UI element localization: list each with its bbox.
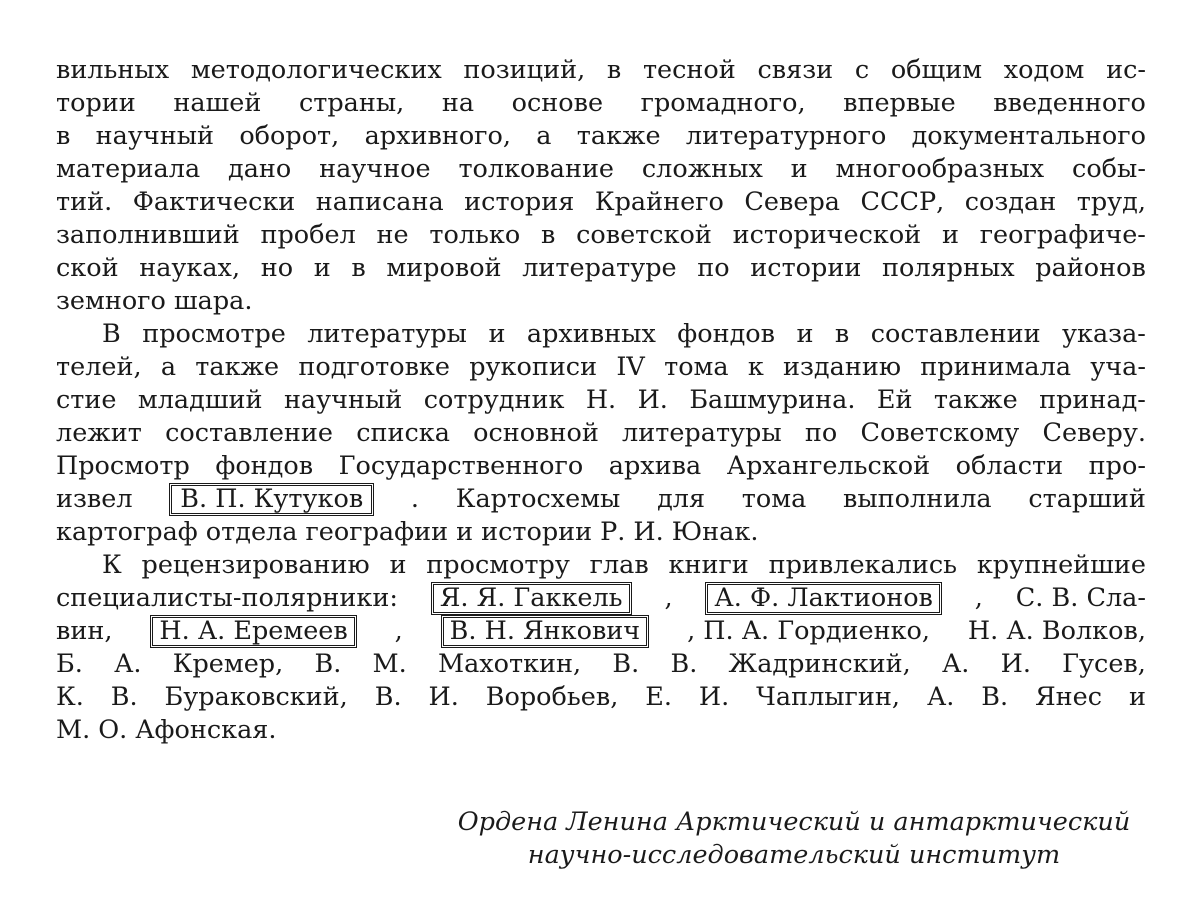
word: В xyxy=(102,319,121,349)
word: специалисты-полярники: xyxy=(56,583,398,613)
word: основе xyxy=(511,88,604,118)
word: вин, xyxy=(56,616,113,646)
word: сотрудник xyxy=(423,385,565,415)
word: Гусев, xyxy=(1062,649,1146,679)
word: связи xyxy=(757,55,834,85)
text-line xyxy=(56,54,1146,87)
word: и xyxy=(389,550,407,580)
word: области xyxy=(955,451,1064,481)
word: литературе xyxy=(522,253,677,283)
word: Просмотр xyxy=(56,451,190,481)
word: В. xyxy=(981,682,1009,712)
word: И. xyxy=(428,682,459,712)
text-line xyxy=(56,450,1146,483)
word: Ей xyxy=(876,385,913,415)
word: архивного, xyxy=(364,121,511,151)
text-line xyxy=(56,648,1146,681)
word: нашей xyxy=(173,88,262,118)
word: . xyxy=(410,484,420,514)
word: основной xyxy=(473,418,599,448)
word: М. xyxy=(56,715,91,745)
word: земного xyxy=(56,286,166,316)
word: многообразных xyxy=(835,154,1045,184)
word: литературы xyxy=(307,319,467,349)
word: В. xyxy=(110,682,138,712)
word: А. xyxy=(941,649,970,679)
word: отдела xyxy=(205,517,298,547)
word: Махоткин, xyxy=(437,649,582,679)
word: Жадринский, xyxy=(728,649,911,679)
word: Северу. xyxy=(1042,418,1146,448)
text-line xyxy=(56,318,1146,351)
word: вильных xyxy=(56,55,170,85)
word: Р. xyxy=(600,517,626,547)
word: К. xyxy=(56,682,84,712)
word: общим xyxy=(890,55,983,85)
word: Е. xyxy=(645,682,672,712)
text-line xyxy=(56,549,1146,582)
word: Н. А. Волков, xyxy=(967,616,1146,646)
boxed-name: В. Н. Янкович xyxy=(441,615,650,648)
word: архива xyxy=(608,451,702,481)
word: впервые xyxy=(843,88,956,118)
word: IV xyxy=(616,352,645,382)
word: и xyxy=(456,517,474,547)
text-line xyxy=(56,186,1146,219)
text-line xyxy=(56,681,1146,714)
word: ходом xyxy=(1003,55,1085,85)
word: фондов xyxy=(215,451,314,481)
word: и xyxy=(941,220,959,250)
word: Архангельской xyxy=(726,451,931,481)
word: К xyxy=(102,550,122,580)
word: В. xyxy=(612,649,640,679)
word: И. xyxy=(1000,649,1031,679)
word: и xyxy=(790,154,808,184)
word: тома xyxy=(741,484,807,514)
word: материала xyxy=(56,154,201,184)
body-text xyxy=(56,54,1146,747)
word: с xyxy=(854,55,870,85)
text-line xyxy=(56,219,1146,252)
word: , xyxy=(974,583,983,613)
word: Воробьев, xyxy=(485,682,619,712)
word: научный xyxy=(95,121,215,151)
text-line xyxy=(56,153,1146,186)
word: и xyxy=(1128,682,1146,712)
boxed-name: Я. Я. Гаккель xyxy=(431,582,632,615)
word: И. xyxy=(698,682,730,712)
word: тома xyxy=(664,352,729,382)
word: научный xyxy=(283,385,403,415)
word: просмотре xyxy=(142,319,286,349)
word: , xyxy=(664,583,673,613)
word: пробел xyxy=(260,220,356,250)
word: И. xyxy=(633,517,664,547)
word: страны, xyxy=(298,88,405,118)
word: Н. xyxy=(585,385,617,415)
text-line xyxy=(56,285,1146,318)
word: , xyxy=(394,616,403,646)
word: указа- xyxy=(1062,319,1146,349)
word: дано xyxy=(228,154,292,184)
word: к xyxy=(747,352,764,382)
word: литературы xyxy=(622,418,782,448)
word: советской xyxy=(576,220,712,250)
word: Советскому xyxy=(860,418,1020,448)
word: введенного xyxy=(993,88,1146,118)
word: написана xyxy=(315,187,444,217)
boxed-name: А. Ф. Лактионов xyxy=(705,582,941,615)
word: только xyxy=(429,220,521,250)
word: тории xyxy=(56,88,136,118)
word: тий. xyxy=(56,187,113,217)
word: Картосхемы xyxy=(455,484,621,514)
signature-block xyxy=(444,806,1144,872)
text-line xyxy=(56,483,1146,516)
word: ской xyxy=(56,253,119,283)
word: в xyxy=(56,121,71,151)
signature-line: научно-исследовательский институт xyxy=(527,840,1061,870)
word: книги xyxy=(668,550,749,580)
word: А. xyxy=(114,649,142,679)
word: СССР, xyxy=(860,187,945,217)
text-line xyxy=(56,582,1146,615)
text-line xyxy=(56,615,1146,648)
text-line xyxy=(56,87,1146,120)
word: младший xyxy=(137,385,263,415)
word: толкование xyxy=(458,154,615,184)
word: старший xyxy=(1028,484,1146,514)
word: в xyxy=(834,319,850,349)
word: заполнивший xyxy=(56,220,240,250)
word: мировой xyxy=(386,253,502,283)
text-line xyxy=(56,351,1146,384)
word: в xyxy=(540,220,556,250)
word: И. xyxy=(637,385,668,415)
word: по xyxy=(697,253,730,283)
text-line xyxy=(56,120,1146,153)
word: собы- xyxy=(1072,154,1146,184)
word: принимала xyxy=(920,352,1072,382)
word: научное xyxy=(319,154,431,184)
word: В. xyxy=(670,649,698,679)
word: для xyxy=(657,484,706,514)
word: Б. xyxy=(56,649,83,679)
word: на xyxy=(441,88,475,118)
word: географии xyxy=(305,517,449,547)
word: а xyxy=(536,121,552,151)
word: географиче- xyxy=(979,220,1146,250)
word: а xyxy=(160,352,177,382)
word: истории xyxy=(481,517,593,547)
word: составление xyxy=(165,418,334,448)
word: В. xyxy=(314,649,342,679)
word: не xyxy=(376,220,409,250)
word: списка xyxy=(356,418,450,448)
word: изданию xyxy=(783,352,902,382)
word: Бураковский, xyxy=(164,682,348,712)
word: ис- xyxy=(1106,55,1146,85)
word: подготовке xyxy=(298,352,450,382)
word: М. xyxy=(372,649,407,679)
word: история xyxy=(464,187,575,217)
word: Севера xyxy=(744,187,840,217)
text-line xyxy=(56,714,1146,747)
word: Юнак. xyxy=(671,517,759,547)
word: рецензированию xyxy=(141,550,370,580)
word: фондов xyxy=(677,319,775,349)
word: С. В. Сла- xyxy=(1015,583,1146,613)
text-line xyxy=(56,252,1146,285)
boxed-name: В. П. Кутуков xyxy=(169,483,374,516)
word: создан xyxy=(964,187,1057,217)
word: Янес xyxy=(1035,682,1103,712)
word: лежит xyxy=(56,418,142,448)
text-line xyxy=(56,516,1146,549)
word: в xyxy=(351,253,366,283)
word: шара. xyxy=(173,286,253,316)
word: составлении xyxy=(870,319,1041,349)
boxed-name: Н. А. Еремеев xyxy=(150,615,356,648)
word: принад- xyxy=(1039,385,1146,415)
word: А. xyxy=(926,682,955,712)
word: методологических xyxy=(190,55,442,85)
word: труд, xyxy=(1076,187,1146,217)
word: громадного, xyxy=(640,88,806,118)
word: и xyxy=(313,253,331,283)
word: про- xyxy=(1088,451,1146,481)
word: Кремер, xyxy=(172,649,284,679)
word: привлекались xyxy=(768,550,958,580)
word: О. xyxy=(98,715,128,745)
word: Чаплыгин, xyxy=(756,682,901,712)
word: позиций, xyxy=(463,55,586,85)
word: архивных xyxy=(526,319,656,349)
word: В. xyxy=(374,682,402,712)
word: полярных xyxy=(882,253,1015,283)
text-line xyxy=(56,417,1146,450)
word: районов xyxy=(1035,253,1146,283)
word: но xyxy=(260,253,294,283)
word: крупнейшие xyxy=(976,550,1146,580)
word: тесной xyxy=(642,55,736,85)
word: просмотру xyxy=(426,550,570,580)
word: также xyxy=(576,121,661,151)
word: также xyxy=(933,385,1018,415)
word: оборот, xyxy=(239,121,340,151)
word: науках, xyxy=(139,253,241,283)
word: и xyxy=(488,319,506,349)
word: Государственного xyxy=(338,451,584,481)
signature-line: Ордена Ленина Арктический и антарктический xyxy=(457,807,1131,837)
word: Афонская. xyxy=(135,715,277,745)
word: , П. А. Гордиенко, xyxy=(687,616,931,646)
word: сложных xyxy=(641,154,763,184)
word: стие xyxy=(56,385,117,415)
word: и xyxy=(796,319,814,349)
word: также xyxy=(195,352,280,382)
word: в xyxy=(606,55,622,85)
word: картограф xyxy=(56,517,198,547)
word: исторической xyxy=(732,220,922,250)
word: истории xyxy=(750,253,862,283)
text-line xyxy=(56,384,1146,417)
word: литературного xyxy=(685,121,887,151)
word: рукописи xyxy=(469,352,598,382)
word: Башмурина. xyxy=(689,385,856,415)
word: выполнила xyxy=(843,484,992,514)
word: по xyxy=(804,418,838,448)
word: уча- xyxy=(1090,352,1146,382)
word: Фактически xyxy=(132,187,296,217)
word: извел xyxy=(56,484,133,514)
word: документального xyxy=(911,121,1146,151)
word: телей, xyxy=(56,352,142,382)
word: Крайнего xyxy=(594,187,724,217)
word: глав xyxy=(589,550,649,580)
